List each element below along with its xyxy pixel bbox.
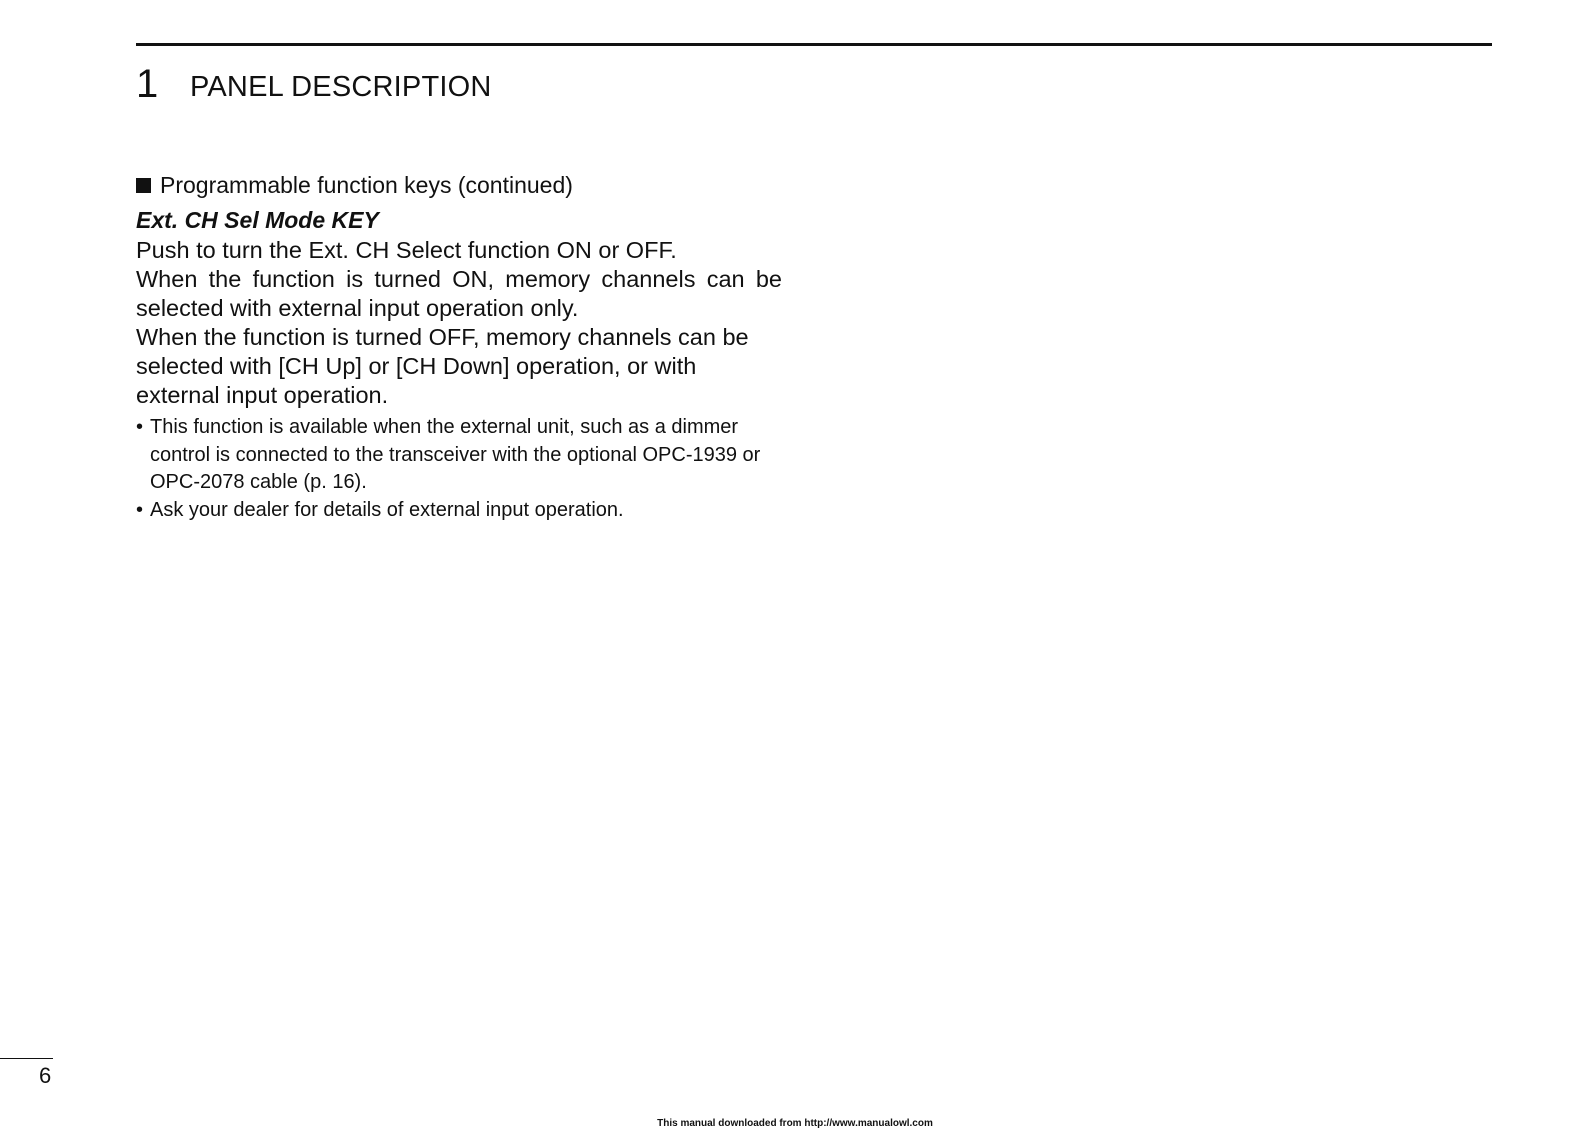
bullet-text: Ask your dealer for details of external input operation. — [150, 498, 624, 521]
page-number: 6 — [39, 1063, 52, 1088]
list-item — [136, 497, 782, 525]
page-number-rule — [0, 1058, 53, 1059]
bullet-icon: • — [136, 416, 144, 438]
paragraph-push: Push to turn the Ext. CH Select function ON or OFF. — [136, 237, 677, 263]
section-heading — [136, 170, 782, 200]
chapter-title: PANEL DESCRIPTION — [190, 71, 492, 103]
chapter-number: 1 — [136, 62, 159, 106]
black-square-icon — [136, 178, 151, 193]
section-heading-text: Programmable function keys (continued) — [160, 172, 573, 198]
bullet-icon: • — [136, 498, 144, 521]
bullet-text: This function is available when the external unit, such as a dimmer control is connected to the transceiver with the optional OPC-1939 or OPC-2078 cable (p. 16). — [150, 416, 761, 493]
download-footer-note: This manual downloaded from http://www.manualowl.com — [657, 1118, 933, 1129]
key-title: Ext. CH Sel Mode KEY — [136, 207, 379, 233]
list-item — [136, 414, 782, 497]
notes-list — [136, 414, 782, 524]
section-content — [136, 170, 782, 524]
top-rule — [136, 43, 1492, 46]
paragraph-on: When the function is turned ON, memory channels can be selected with external input operation only. — [136, 266, 782, 321]
paragraph-off: When the function is turned OFF, memory channels can be selected with [CH Up] or [CH Down] operation, or with external input operation. — [136, 324, 749, 408]
